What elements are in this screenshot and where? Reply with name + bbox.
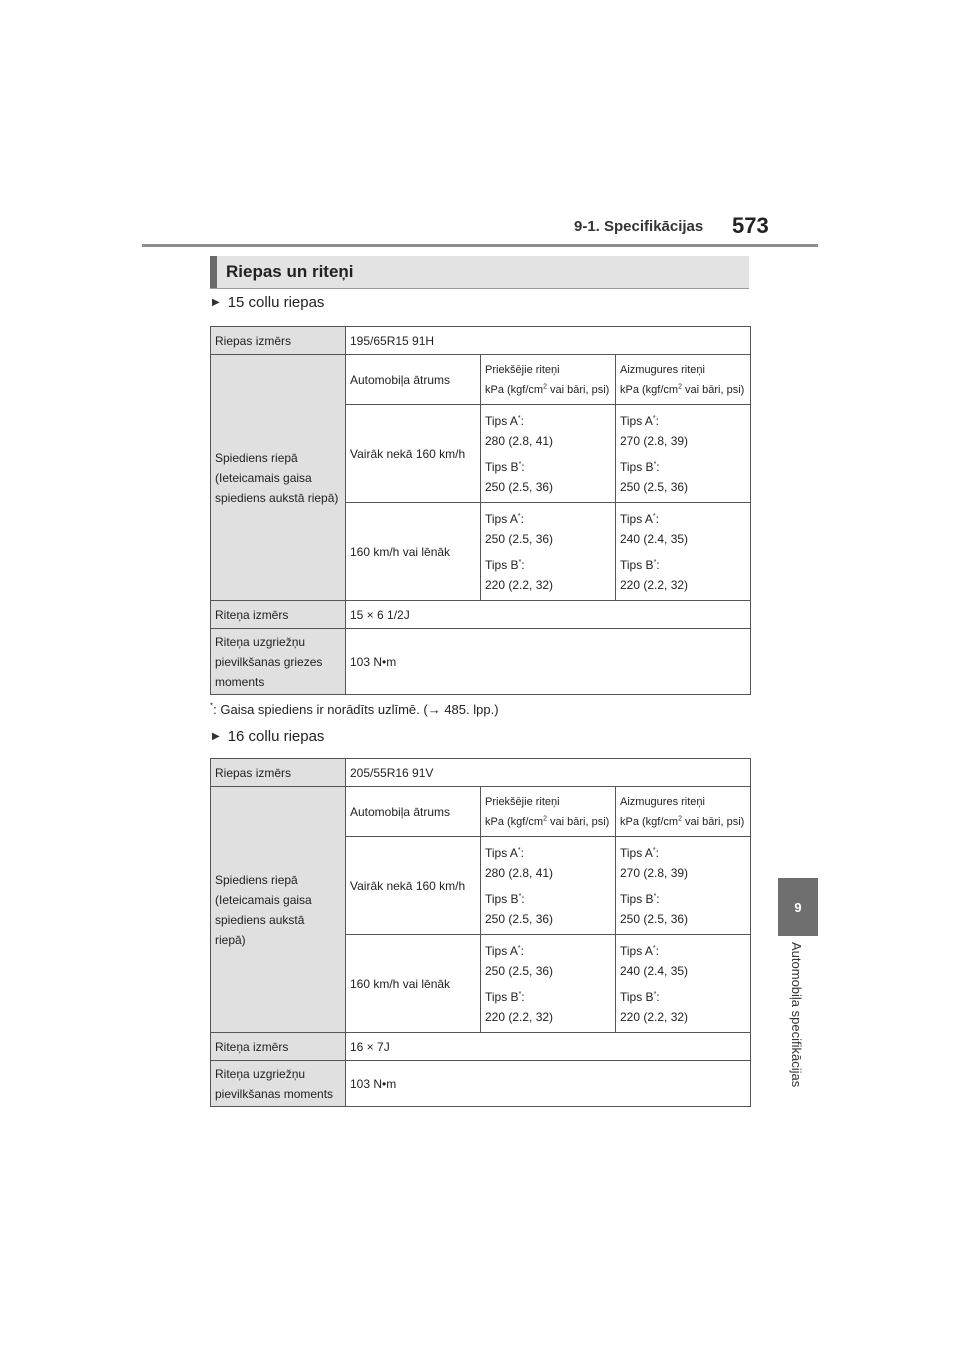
torque-label [211, 629, 346, 695]
pressure-value: 240 (2.4, 35) [620, 963, 689, 978]
section-heading: 9-1. Specifikācijas [574, 218, 704, 235]
type-label: Tips B [485, 891, 519, 906]
triangle-bullet-icon: ▶ [212, 731, 220, 742]
chapter-tab [778, 878, 818, 936]
unit-label [620, 380, 746, 400]
table-row [211, 1033, 751, 1061]
chapter-label-container [786, 942, 810, 1122]
table-row [211, 759, 751, 787]
pressure-label [211, 355, 346, 601]
front-pressure [481, 503, 616, 601]
type-sup: * [652, 512, 656, 520]
pressure-value: 250 (2.5, 36) [485, 531, 554, 546]
torque-label-line: pievilkšanas moments [215, 1086, 334, 1101]
chapter-label: Automobiļa specifikācijas [789, 942, 804, 1088]
type-label: Tips B [485, 989, 519, 1004]
pressure-value: 250 (2.5, 36) [485, 479, 554, 494]
rear-pressure [616, 503, 751, 601]
type-label: Tips A [620, 845, 653, 860]
tire-table-15-inch [210, 326, 751, 695]
footnote-page-ref[interactable]: 485. lpp.) [440, 702, 499, 717]
speed-value: Vairāk nekā 160 km/h [346, 837, 481, 935]
type-line: Tips B*: [620, 989, 660, 1004]
type-label: Tips A [485, 943, 518, 958]
pressure-value: 280 (2.8, 41) [485, 865, 554, 880]
pressure-value: 240 (2.4, 35) [620, 531, 689, 546]
tire-table-16-inch [210, 758, 751, 1107]
unit-label [620, 812, 746, 832]
pressure-label-line: Spiediens riepā [215, 872, 298, 887]
type-sup: * [652, 414, 656, 422]
title-accent [210, 256, 217, 288]
footnote [210, 702, 499, 717]
type-sup: * [653, 558, 657, 566]
pressure-value: 280 (2.8, 41) [485, 433, 554, 448]
pressure-label-line: Spiediens riepā [215, 450, 298, 465]
tire-size-value: 205/55R16 91V [346, 759, 751, 787]
type-sup: * [652, 944, 656, 952]
front-header [481, 787, 616, 837]
type-label: Tips B [620, 891, 654, 906]
header-divider [142, 244, 818, 247]
triangle-bullet-icon: ▶ [212, 297, 220, 308]
speed-value: 160 km/h vai lēnāk [346, 503, 481, 601]
unit-label [485, 812, 611, 832]
torque-label-line: moments [215, 674, 265, 689]
front-header-title: Priekšējie riteņi [485, 363, 560, 376]
subheading-text: 15 collu riepas [227, 294, 325, 311]
type-line: Tips B*: [485, 557, 525, 572]
type-line: Tips B*: [620, 891, 660, 906]
pressure-value: 220 (2.2, 32) [620, 577, 689, 592]
arrow-right-icon: → [427, 702, 441, 717]
pressure-label-line: (Ieteicamais gaisa [215, 470, 312, 485]
pressure-label [211, 787, 346, 1033]
pressure-value: 250 (2.5, 36) [620, 911, 689, 926]
chapter-number: 9 [794, 899, 802, 915]
torque-label [211, 1061, 346, 1107]
type-line: Tips A*: [485, 845, 524, 860]
type-sup: * [518, 990, 522, 998]
type-label: Tips A [485, 511, 518, 526]
front-header [481, 355, 616, 405]
subheading-text: 16 collu riepas [227, 728, 325, 745]
torque-label-line: Riteņa uzgriežņu [215, 1066, 306, 1081]
type-sup: * [518, 558, 522, 566]
torque-label-line: pievilkšanas griezes [215, 654, 323, 669]
type-sup: * [653, 460, 657, 468]
rear-pressure [616, 935, 751, 1033]
tire-size-label: Riepas izmērs [211, 759, 346, 787]
front-pressure [481, 405, 616, 503]
unit-sup: 2 [678, 814, 682, 822]
front-header-title: Priekšējie riteņi [485, 795, 560, 808]
subheading-16-inch [212, 728, 324, 745]
pressure-value: 220 (2.2, 32) [620, 1009, 689, 1024]
type-sup: * [517, 944, 521, 952]
pressure-label-line: spiediens aukstā [215, 912, 305, 927]
unit-suffix: vai bāri, psi) [681, 383, 745, 396]
type-sup: * [517, 414, 521, 422]
type-label: Tips A [485, 845, 518, 860]
table-row [211, 787, 751, 837]
table-row [211, 601, 751, 629]
pressure-value: 250 (2.5, 36) [485, 963, 554, 978]
type-label: Tips B [485, 459, 519, 474]
table-row [211, 629, 751, 695]
unit-sup: 2 [543, 382, 547, 390]
page-number: 573 [732, 213, 769, 238]
pressure-value: 220 (2.2, 32) [485, 577, 554, 592]
unit-suffix: vai bāri, psi) [546, 815, 610, 828]
type-line: Tips B*: [485, 989, 525, 1004]
unit-suffix: vai bāri, psi) [681, 815, 745, 828]
table-row [211, 327, 751, 355]
rear-pressure [616, 837, 751, 935]
type-sup: * [517, 846, 521, 854]
type-line: Tips B*: [485, 459, 525, 474]
front-pressure [481, 837, 616, 935]
torque-value: 103 N•m [346, 629, 751, 695]
wheel-size-value: 16 × 7J [346, 1033, 751, 1061]
pressure-value: 250 (2.5, 36) [620, 479, 689, 494]
type-label: Tips A [620, 511, 653, 526]
torque-label-line: Riteņa uzgriežņu [215, 634, 306, 649]
type-line: Tips B*: [620, 557, 660, 572]
speed-header: Automobiļa ātrums [346, 787, 481, 837]
unit-suffix: vai bāri, psi) [546, 383, 610, 396]
rear-header [616, 787, 751, 837]
type-sup: * [652, 846, 656, 854]
wheel-size-label: Riteņa izmērs [211, 1033, 346, 1061]
tire-size-label: Riepas izmērs [211, 327, 346, 355]
type-label: Tips B [620, 459, 654, 474]
wheel-size-label: Riteņa izmērs [211, 601, 346, 629]
type-sup: * [518, 460, 522, 468]
pressure-value: 250 (2.5, 36) [485, 911, 554, 926]
type-label: Tips B [620, 557, 654, 572]
type-line: Tips A*: [485, 943, 524, 958]
torque-value: 103 N•m [346, 1061, 751, 1107]
footnote-text: : Gaisa spiediens ir norādīts uzlīmē. ( [213, 702, 428, 717]
speed-value: 160 km/h vai lēnāk [346, 935, 481, 1033]
rear-header-title: Aizmugures riteņi [620, 363, 705, 376]
unit-sup: 2 [543, 814, 547, 822]
type-label: Tips B [620, 989, 654, 1004]
unit-label [485, 380, 611, 400]
speed-value: Vairāk nekā 160 km/h [346, 405, 481, 503]
type-label: Tips A [485, 413, 518, 428]
type-sup: * [653, 990, 657, 998]
unit-prefix: kPa (kgf/cm [620, 383, 679, 396]
type-label: Tips B [485, 557, 519, 572]
section-title: Riepas un riteņi [226, 262, 354, 281]
type-line: Tips A*: [485, 413, 524, 428]
type-line: Tips A*: [620, 943, 659, 958]
footnote-marker: * [210, 701, 214, 711]
wheel-size-value: 15 × 6 1/2J [346, 601, 751, 629]
type-label: Tips A [620, 943, 653, 958]
rear-header-title: Aizmugures riteņi [620, 795, 705, 808]
pressure-value: 270 (2.8, 39) [620, 865, 689, 880]
rear-pressure [616, 405, 751, 503]
type-sup: * [653, 892, 657, 900]
type-line: Tips A*: [620, 845, 659, 860]
type-line: Tips B*: [485, 891, 525, 906]
type-sup: * [518, 892, 522, 900]
unit-prefix: kPa (kgf/cm [485, 815, 544, 828]
type-sup: * [517, 512, 521, 520]
unit-prefix: kPa (kgf/cm [485, 383, 544, 396]
type-line: Tips A*: [485, 511, 524, 526]
speed-header: Automobiļa ātrums [346, 355, 481, 405]
pressure-value: 220 (2.2, 32) [485, 1009, 554, 1024]
pressure-label-line: spiediens aukstā riepā) [215, 490, 339, 505]
section-title-bar [210, 256, 749, 289]
front-pressure [481, 935, 616, 1033]
tire-size-value: 195/65R15 91H [346, 327, 751, 355]
pressure-value: 270 (2.8, 39) [620, 433, 689, 448]
pressure-label-line: riepā) [215, 932, 246, 947]
type-line: Tips A*: [620, 413, 659, 428]
unit-sup: 2 [678, 382, 682, 390]
type-label: Tips A [620, 413, 653, 428]
table-row [211, 1061, 751, 1107]
unit-prefix: kPa (kgf/cm [620, 815, 679, 828]
subheading-15-inch [212, 294, 324, 311]
pressure-label-line: (Ieteicamais gaisa [215, 892, 312, 907]
rear-header [616, 355, 751, 405]
type-line: Tips A*: [620, 511, 659, 526]
type-line: Tips B*: [620, 459, 660, 474]
table-row [211, 355, 751, 405]
